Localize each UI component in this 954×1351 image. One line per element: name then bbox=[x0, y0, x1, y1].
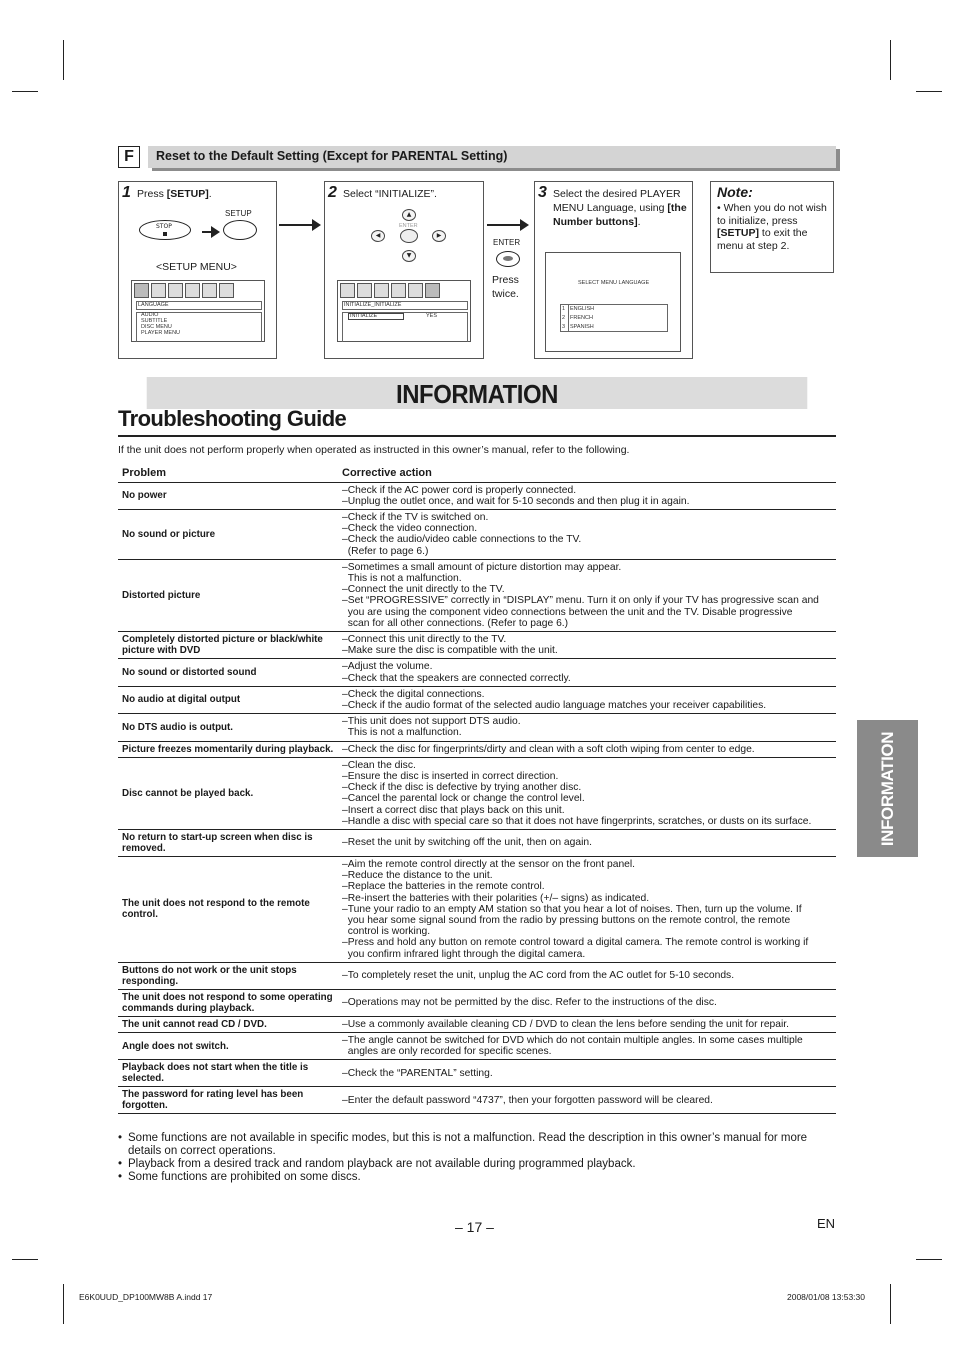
setup-menu-caption: <SETUP MENU> bbox=[156, 261, 237, 273]
stop-button[interactable]: STOP bbox=[139, 220, 191, 240]
menu-item-audio: AUDIO bbox=[141, 312, 159, 318]
table-row bbox=[118, 741, 836, 757]
initialize-screen bbox=[337, 280, 471, 342]
action-line: angles are only recorded for specific scenes. bbox=[342, 1046, 552, 1058]
step-1-text: Press [SETUP]. bbox=[137, 188, 212, 200]
action-line: –Cancel the parental lock or change the control level. bbox=[342, 793, 585, 805]
problem-cell: Disc cannot be played back. bbox=[118, 757, 338, 829]
left-button[interactable]: ◀ bbox=[371, 230, 385, 242]
action-line: –This unit does not support DTS audio. bbox=[342, 716, 521, 728]
enter-button[interactable] bbox=[400, 229, 418, 243]
crop-mark bbox=[890, 1284, 891, 1324]
step-1-number: 1 bbox=[122, 184, 131, 201]
table-row bbox=[118, 631, 836, 658]
right-button[interactable]: ▶ bbox=[432, 230, 446, 242]
action-line: –Handle a disc with special care so that it does not have fingerprints, scratches, or dusts on its surface. bbox=[342, 815, 812, 827]
action-line: –Set “PROGRESSIVE” correctly in “DISPLAY” menu. Turn it on only if your TV has progressive scan and bbox=[342, 595, 819, 607]
action-line: –Aim the remote control directly at the sensor on the front panel. bbox=[342, 858, 636, 870]
action-line: –Tune your radio to an empty AM station so that you hear a lot of noises. Then, turn up the volume. If bbox=[342, 903, 802, 915]
action-line: –Connect this unit directly to the TV. bbox=[342, 633, 507, 645]
problem-cell: No sound or distorted sound bbox=[118, 659, 338, 686]
footer-timestamp: 2008/01/08 13:53:30 bbox=[787, 1292, 865, 1302]
crop-mark bbox=[916, 1259, 942, 1260]
display-icon bbox=[357, 283, 372, 298]
problem-cell: No power bbox=[118, 482, 338, 509]
action-cell bbox=[338, 659, 836, 686]
others-icon bbox=[408, 283, 423, 298]
parental-icon bbox=[185, 283, 200, 298]
note-title: Note: bbox=[717, 184, 753, 200]
problem-cell: No sound or picture bbox=[118, 509, 338, 559]
action-line: –Operations may not be permitted by the disc. Refer to the instructions of the disc. bbox=[342, 997, 717, 1009]
action-line: This is not a malfunction. bbox=[342, 727, 462, 739]
table-row bbox=[118, 829, 836, 856]
action-line: –Replace the batteries in the remote control. bbox=[342, 881, 545, 893]
problem-cell: No audio at digital output bbox=[118, 686, 338, 713]
action-line: –Check if the AC power cord is properly connected. bbox=[342, 484, 577, 496]
action-line: –Sometimes a small amount of picture distortion may appear. bbox=[342, 561, 622, 573]
table-row bbox=[118, 989, 836, 1016]
list-item: • Some functions are prohibited on some discs. bbox=[118, 1171, 838, 1184]
action-line: –The angle cannot be switched for DVD which do not contain multiple angles. In some cases multiple bbox=[342, 1035, 803, 1047]
note-box bbox=[710, 181, 834, 273]
page-number: – 17 – bbox=[455, 1219, 494, 1235]
action-cell bbox=[338, 757, 836, 829]
language-option-french[interactable]: FRENCH bbox=[570, 315, 593, 321]
action-cell bbox=[338, 714, 836, 741]
step-1-box bbox=[118, 181, 277, 359]
problem-cell: Angle does not switch. bbox=[118, 1033, 338, 1060]
action-line: –Check if the audio format of the selected audio language matches your receiver capabilities. bbox=[342, 699, 767, 711]
setup-menu-screen bbox=[131, 280, 265, 342]
section-letter: F bbox=[118, 146, 140, 168]
up-button[interactable]: ▲ bbox=[402, 209, 416, 221]
action-cell bbox=[338, 829, 836, 856]
table-row bbox=[118, 686, 836, 713]
step-2-text: Select “INITIALIZE”. bbox=[343, 188, 437, 200]
action-cell bbox=[338, 631, 836, 658]
step-3-text: Select the desired PLAYER MENU Language, using [the Number buttons]. bbox=[553, 188, 687, 228]
crop-mark bbox=[916, 91, 942, 92]
action-cell bbox=[338, 559, 836, 631]
footer-file: E6K0UUD_DP100MW8B A.indd 17 bbox=[79, 1292, 213, 1302]
menu-item-subtitle: SUBTITLE bbox=[141, 318, 168, 324]
language-option-2-number: 2 bbox=[562, 315, 566, 321]
language-option-3-number: 3 bbox=[562, 324, 566, 330]
action-line: –Insert a correct disc that plays back on this unit. bbox=[342, 804, 565, 816]
flow-arrow-icon bbox=[487, 224, 527, 226]
action-line: –Ensure the disc is inserted in correct direction. bbox=[342, 770, 559, 782]
enter-small-label: ENTER bbox=[399, 223, 418, 229]
action-line: –Check the disc for fingerprints/dirty and clean with a soft cloth wiping from center to edge. bbox=[342, 743, 755, 755]
table-row bbox=[118, 962, 836, 989]
down-button[interactable]: ▼ bbox=[402, 250, 416, 262]
action-line: –Make sure the disc is compatible with the unit. bbox=[342, 645, 558, 657]
action-header: Corrective action bbox=[338, 464, 836, 482]
language-option-spanish[interactable]: SPANISH bbox=[570, 324, 594, 330]
action-line: –Check if the disc is defective by trying another disc. bbox=[342, 782, 582, 794]
action-line: you hear some signal sound from the radio by pressing buttons on the remote control, the remote bbox=[342, 915, 791, 926]
action-line: –Use a commonly available cleaning CD / DVD to clean the lens before sending the unit for repair. bbox=[342, 1018, 790, 1030]
list-item: • Some functions are not available in specific modes, but this is not a malfunction. Read the description in this owner’s manual for more details on correct operations. bbox=[118, 1132, 838, 1158]
table-row bbox=[118, 1033, 836, 1060]
note-text: • When you do not wish to initialize, press [SETUP] to exit the menu at step 2. bbox=[717, 202, 827, 252]
problem-cell: Completely distorted picture or black/white picture with DVD bbox=[118, 631, 338, 658]
crop-mark bbox=[63, 1284, 64, 1324]
action-line: –Adjust the volume. bbox=[342, 661, 433, 673]
problem-cell: Distorted picture bbox=[118, 559, 338, 631]
table-row bbox=[118, 559, 836, 631]
page-title: Troubleshooting Guide bbox=[118, 406, 347, 431]
problem-cell: The password for rating level has been forgotten. bbox=[118, 1087, 338, 1114]
troubleshooting-table bbox=[118, 464, 836, 1114]
table-row bbox=[118, 509, 836, 559]
display-icon bbox=[151, 283, 166, 298]
problem-header: Problem bbox=[118, 464, 338, 482]
table-row bbox=[118, 1060, 836, 1087]
information-banner: INFORMATION bbox=[147, 377, 808, 409]
action-cell bbox=[338, 741, 836, 757]
language-icon bbox=[340, 283, 355, 298]
problem-cell: Playback does not start when the title is selected. bbox=[118, 1060, 338, 1087]
initialize-value: YES bbox=[426, 313, 438, 319]
enter-button[interactable] bbox=[496, 251, 520, 267]
list-item: • Playback from a desired track and random playback are not available during programmed playback. bbox=[118, 1158, 838, 1171]
step-3-box bbox=[534, 181, 693, 359]
initialize-icon bbox=[425, 283, 440, 298]
parental-icon bbox=[391, 283, 406, 298]
initialize-icon bbox=[219, 283, 234, 298]
action-cell bbox=[338, 686, 836, 713]
language-code: EN bbox=[817, 1216, 836, 1231]
action-line: –Connect the unit directly to the TV. bbox=[342, 584, 505, 596]
action-line: –Check the digital connections. bbox=[342, 688, 485, 700]
menu-header-text: LANGUAGE bbox=[138, 302, 169, 308]
flow-arrow-icon bbox=[279, 224, 319, 226]
problem-cell: Picture freezes momentarily during playback. bbox=[118, 741, 338, 757]
crop-mark bbox=[12, 1259, 38, 1260]
action-cell bbox=[338, 1087, 836, 1114]
action-cell bbox=[338, 1016, 836, 1032]
step-2-box bbox=[324, 181, 484, 359]
action-line: –Check that the speakers are connected correctly. bbox=[342, 672, 571, 684]
title-rule bbox=[118, 435, 836, 437]
intro-text: If the unit does not perform properly when operated as instructed in this owner’s manual, refer to the following. bbox=[118, 444, 630, 456]
press-twice-text: Press twice. bbox=[492, 274, 519, 300]
language-select-screen bbox=[545, 252, 681, 352]
action-line: This is not a malfunction. bbox=[342, 572, 462, 584]
table-row bbox=[118, 1087, 836, 1114]
action-cell bbox=[338, 1060, 836, 1087]
problem-cell: No return to start-up screen when disc is removed. bbox=[118, 829, 338, 856]
menu-icon-row bbox=[340, 283, 440, 298]
language-icon bbox=[134, 283, 149, 298]
action-line: you are using the component video connections between the unit and the TV. Disable progressive bbox=[342, 606, 793, 618]
action-line: –Enter the default password “4737”, then your forgotten password will be cleared. bbox=[342, 1094, 713, 1106]
action-line: –Re-insert the batteries with their polarities (+/– signs) as indicated. bbox=[342, 892, 650, 904]
action-cell bbox=[338, 1033, 836, 1060]
menu-item-player-menu: PLAYER MENU bbox=[141, 330, 181, 336]
problem-cell: Buttons do not work or the unit stops responding. bbox=[118, 962, 338, 989]
setup-button[interactable] bbox=[223, 220, 257, 240]
action-line: control is working. bbox=[342, 926, 431, 938]
enter-dot-icon bbox=[503, 256, 513, 261]
action-line: –Unplug the outlet once, and wait for 5-10 seconds and then plug it in again. bbox=[342, 495, 690, 507]
problem-cell: The unit does not respond to the remote control. bbox=[118, 856, 338, 962]
section-side-tab bbox=[857, 720, 918, 857]
action-line: –Reset the unit by switching off the unit, then on again. bbox=[342, 837, 592, 849]
setup-button-label: SETUP bbox=[225, 209, 252, 218]
language-option-1-number: 1 bbox=[562, 306, 566, 312]
footnote-list bbox=[118, 1132, 838, 1184]
menu-item-disc-menu: DISC MENU bbox=[141, 324, 172, 330]
language-screen-title: SELECT MENU LANGUAGE bbox=[578, 280, 650, 286]
language-option-english[interactable]: ENGLISH bbox=[570, 306, 595, 312]
audio-icon bbox=[374, 283, 389, 298]
action-line: –Check if the TV is switched on. bbox=[342, 511, 489, 523]
table-row bbox=[118, 856, 836, 962]
action-cell bbox=[338, 509, 836, 559]
crop-mark bbox=[12, 91, 38, 92]
action-line: –Press and hold any button on remote control toward a digital camera. The remote control is working if bbox=[342, 937, 809, 949]
action-cell bbox=[338, 482, 836, 509]
section-title: Reset to the Default Setting (Except for PARENTAL Setting) bbox=[148, 146, 836, 168]
problem-cell: No DTS audio is output. bbox=[118, 714, 338, 741]
troubleshooting-rows bbox=[118, 482, 836, 1114]
action-line: scan for all other connections. (Refer to page 6.) bbox=[342, 617, 569, 629]
initialize-header-text: INITIALIZE_INITIALIZE bbox=[344, 302, 402, 308]
stop-square-icon bbox=[163, 232, 167, 236]
action-line: (Refer to page 6.) bbox=[342, 545, 429, 557]
action-line: –To completely reset the unit, unplug the AC cord from the AC outlet for 5-10 seconds. bbox=[342, 970, 735, 982]
action-line: –Clean the disc. bbox=[342, 759, 416, 771]
problem-cell: The unit cannot read CD / DVD. bbox=[118, 1016, 338, 1032]
action-line: –Check the audio/video cable connections to the TV. bbox=[342, 534, 582, 546]
menu-icon-row bbox=[134, 283, 234, 298]
table-row bbox=[118, 714, 836, 741]
action-cell bbox=[338, 962, 836, 989]
number-column-divider bbox=[568, 304, 569, 332]
crop-mark bbox=[63, 40, 64, 80]
side-tab-label: INFORMATION bbox=[877, 731, 897, 846]
enter-button-label: ENTER bbox=[493, 238, 521, 247]
table-row bbox=[118, 482, 836, 509]
action-cell bbox=[338, 989, 836, 1016]
table-row bbox=[118, 1016, 836, 1032]
arrow-icon bbox=[202, 231, 218, 233]
audio-icon bbox=[168, 283, 183, 298]
initialize-item: INITIALIZE bbox=[350, 313, 378, 319]
others-icon bbox=[202, 283, 217, 298]
table-row bbox=[118, 659, 836, 686]
action-line: you confirm infrared light through the digital camera. bbox=[342, 948, 586, 960]
table-row bbox=[118, 757, 836, 829]
step-2-number: 2 bbox=[328, 184, 337, 201]
step-3-number: 3 bbox=[538, 184, 547, 201]
action-line: –Check the “PARENTAL” setting. bbox=[342, 1067, 493, 1079]
action-cell bbox=[338, 856, 836, 962]
action-line: –Check the video connection. bbox=[342, 523, 478, 535]
problem-cell: The unit does not respond to some operating commands during playback. bbox=[118, 989, 338, 1016]
crop-mark bbox=[890, 40, 891, 80]
action-line: –Reduce the distance to the unit. bbox=[342, 870, 493, 882]
